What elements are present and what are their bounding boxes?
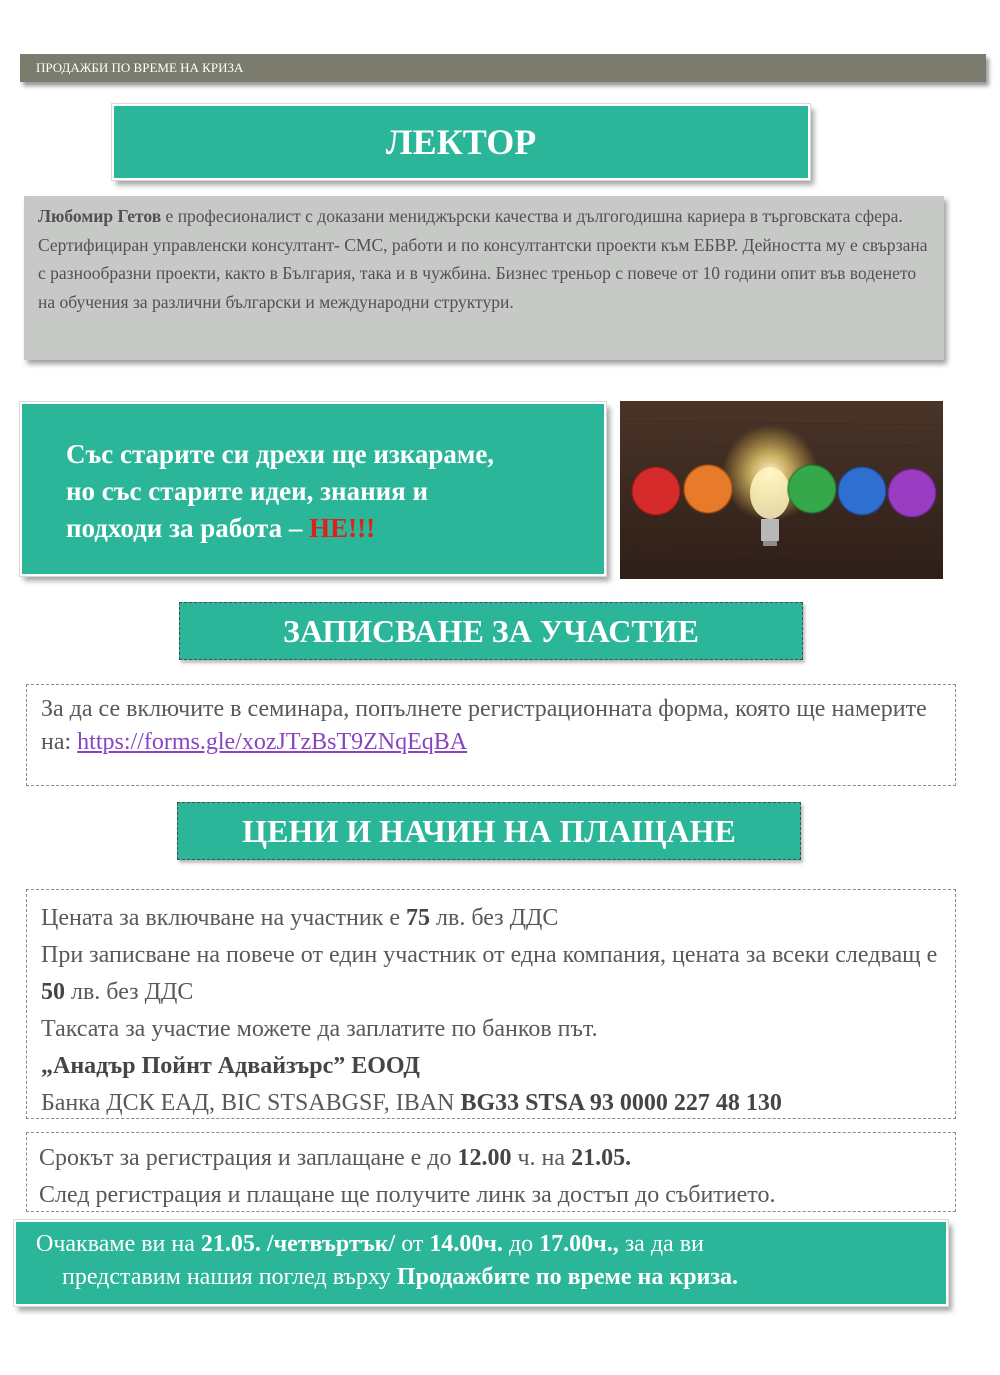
deadline-line-1-pre: Срокът за регистрация и заплащане е до <box>39 1145 458 1171</box>
lector-bio <box>24 196 944 360</box>
event-end: 17.00ч., <box>539 1231 619 1257</box>
event-line-1 <box>36 1228 928 1261</box>
header-title: ПРОДАЖБИ ПО ВРЕМЕ НА КРИЗА <box>36 60 244 75</box>
pricing-heading: ЦЕНИ И НАЧИН НА ПЛАЩАНЕ <box>177 802 801 860</box>
registration-box <box>26 684 956 786</box>
event-pre: Очакваме ви на <box>36 1231 201 1257</box>
lightbulb-photo <box>620 401 943 579</box>
lector-bio-text: е професионалист с доказани мениджърски качества и дългогодишна кариера в търговската сфера. Сертифициран управленски консултант- СМС, работи и по консултантски проекти към ЕБВР. Дейността му е свързана с разнообразни проекти, както в България, така и в чужбина. Бизнес треньор с повече от 10 години опит във воденето на обучения за различни български и международни структури. <box>38 206 928 312</box>
registration-text: За да се включите в семинара, попълнете регистрационната форма, която ще намерите на: <box>41 696 927 755</box>
pricing-line-2-post: лв. без ДДС <box>65 979 194 1005</box>
slogan-line-3-text: подходи за работа – <box>66 513 310 543</box>
event-topic: Продажбите по време на криза. <box>396 1264 739 1290</box>
pricing-bank <box>41 1085 941 1122</box>
pricing-line-2 <box>41 937 941 1011</box>
deadline-box <box>26 1132 956 1212</box>
registration-heading: ЗАПИСВАНЕ ЗА УЧАСТИЕ <box>179 602 803 660</box>
iban-value: BG33 STSA 93 0000 227 48 130 <box>460 1090 782 1116</box>
event-box <box>14 1220 948 1306</box>
pricing-line-1-post: лв. без ДДС <box>430 905 559 931</box>
event-to: до <box>502 1231 540 1257</box>
event-line-2 <box>36 1261 928 1294</box>
pricing-line-3: Таксата за участие можете да заплатите по банков път. <box>41 1016 598 1042</box>
pricing-company <box>41 1048 941 1085</box>
slogan-emphasis: НЕ!!! <box>309 513 376 543</box>
company-name: „Анадър Пойнт Адвайзърс” ЕООД <box>41 1053 420 1079</box>
deadline-line-1-mid: ч. на <box>511 1145 572 1171</box>
slogan-line-3 <box>66 510 604 547</box>
event-start: 14.00ч. <box>429 1231 503 1257</box>
lector-name: Любомир Гетов <box>38 206 162 226</box>
registration-form-link[interactable]: https://forms.gle/xozJTzBsT9ZNqEqBA <box>77 729 468 755</box>
slogan-line-1: Със старите си дрехи ще изкараме, <box>66 439 495 469</box>
slogan-box <box>20 402 606 576</box>
event-date: 21.05. /четвъртък/ <box>200 1231 396 1257</box>
event-from: от <box>395 1231 430 1257</box>
bank-details: Банка ДСК ЕАД, BIC STSABGSF, IBAN <box>41 1090 461 1116</box>
pricing-line-2-pre: При записване на повече от един участник от една компания, цената за всеки следващ е <box>41 942 938 968</box>
deadline-line-2: След регистрация и плащане ще получите линк за достъп до събитието. <box>39 1182 776 1208</box>
deadline-time: 12.00 <box>457 1145 512 1171</box>
event-post: за да ви <box>618 1231 704 1257</box>
slogan-line-2: но със старите идеи, знания и <box>66 476 429 506</box>
pricing-line-1 <box>41 900 941 937</box>
event-post-2: представим нашия поглед върху <box>62 1264 397 1290</box>
header-bar <box>20 54 986 82</box>
pricing-price-next: 50 <box>41 979 65 1005</box>
deadline-line-1 <box>39 1140 943 1177</box>
lightbulb-crumpled-paper-icon <box>620 401 943 579</box>
pricing-line-1-pre: Цената за включване на участник е <box>41 905 407 931</box>
pricing-price-first: 75 <box>406 905 431 931</box>
pricing-box <box>26 889 956 1119</box>
deadline-date: 21.05. <box>571 1145 632 1171</box>
lector-heading: ЛЕКТОР <box>112 104 810 180</box>
